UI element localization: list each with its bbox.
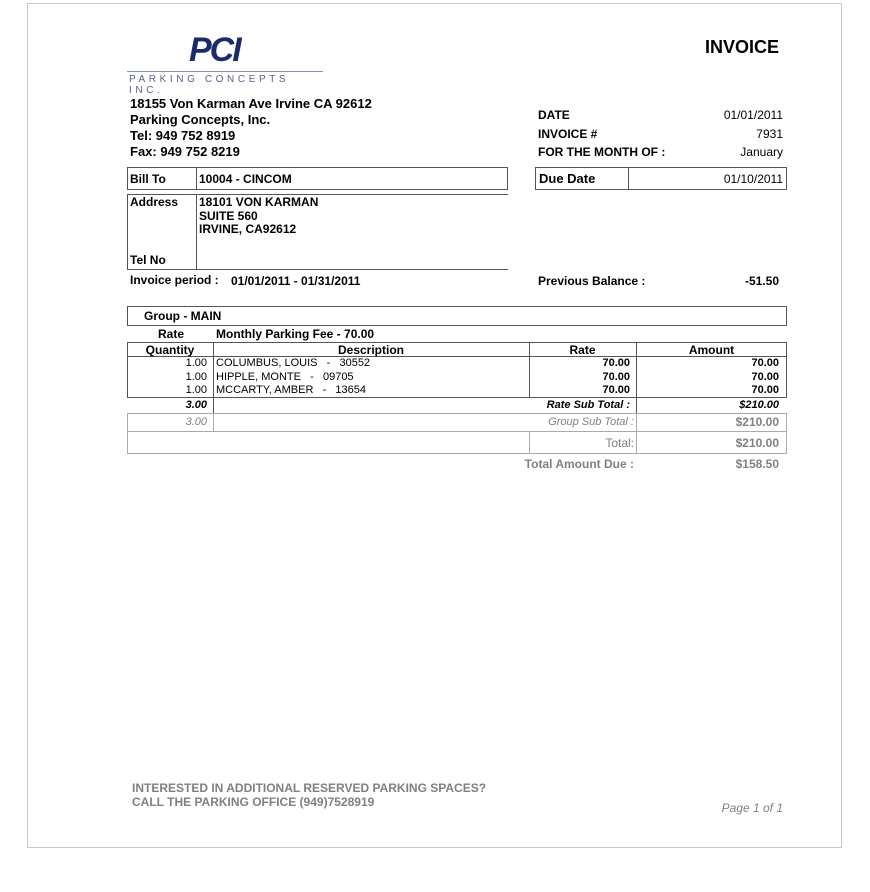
previous-balance-label: Previous Balance : — [538, 274, 646, 288]
footer-line-1: INTERESTED IN ADDITIONAL RESERVED PARKING SPACES? — [132, 781, 487, 795]
invoice-number-value: 7931 — [756, 127, 783, 141]
rate-subtotal-quantity: 3.00 — [185, 399, 207, 411]
company-logo — [127, 31, 323, 96]
group-subtotal-divider-1 — [213, 413, 214, 432]
company-tel: Tel: 949 752 8919 — [130, 128, 236, 143]
invoice-title: INVOICE — [705, 37, 780, 57]
bill-to-divider — [196, 167, 197, 190]
row-1-amount: 70.00 — [751, 357, 779, 369]
row-1-rate: 70.00 — [602, 357, 630, 369]
logo-mark: PCI — [189, 31, 240, 69]
previous-balance-value: -51.50 — [744, 274, 779, 288]
invoice-period-value: 01/01/2011 - 01/31/2011 — [231, 274, 361, 288]
company-fax: Fax: 949 752 8219 — [130, 144, 240, 159]
month-value: January — [740, 145, 783, 159]
tel-no-label: Tel No — [130, 253, 166, 267]
row-1-description: COLUMBUS, LOUIS - 30552 — [216, 357, 371, 369]
row-3-quantity: 1.00 — [185, 384, 207, 396]
bill-to-value: 10004 - CINCOM — [199, 172, 292, 186]
group-subtotal-value: $210.00 — [735, 415, 779, 429]
total-label: Total: — [605, 436, 634, 450]
group-subtotal-label: Group Sub Total : — [548, 416, 634, 428]
total-due-label: Total Amount Due : — [524, 457, 634, 471]
address-line-1: 18101 VON KARMAN — [199, 195, 319, 209]
address-bottom-line — [127, 269, 508, 270]
col-header-description: Description — [337, 343, 404, 357]
row-3-description: MCCARTY, AMBER - 13654 — [216, 384, 366, 396]
group-subtotal-quantity: 3.00 — [185, 416, 207, 428]
rate-subtotal-label: Rate Sub Total : — [546, 399, 630, 411]
total-due-value: $158.50 — [735, 457, 779, 471]
col-header-amount: Amount — [688, 343, 735, 357]
date-label: DATE — [538, 108, 570, 122]
date-value: 01/01/2011 — [723, 108, 783, 122]
bill-to-label: Bill To — [130, 172, 166, 186]
month-label: FOR THE MONTH OF : — [538, 145, 666, 159]
footer-line-2: CALL THE PARKING OFFICE (949)7528919 — [132, 795, 375, 809]
address-divider — [196, 194, 197, 270]
row-2-quantity: 1.00 — [185, 371, 207, 383]
logo-divider — [127, 71, 323, 72]
col-header-quantity: Quantity — [145, 343, 195, 357]
row-2-description: HIPPLE, MONTE - 09705 — [216, 371, 354, 383]
col-header-rate: Rate — [569, 343, 596, 357]
company-name: Parking Concepts, Inc. — [130, 112, 271, 127]
address-label: Address — [130, 195, 179, 209]
due-date-value: 01/10/2011 — [723, 172, 783, 186]
invoice-number-label: INVOICE # — [538, 127, 598, 141]
invoice-period-label: Invoice period : — [130, 273, 219, 287]
rate-label: Rate — [158, 327, 185, 341]
total-value: $210.00 — [735, 436, 779, 450]
due-date-divider — [628, 167, 629, 190]
bill-to-box — [127, 167, 508, 190]
group-box — [127, 306, 787, 326]
row-1-quantity: 1.00 — [185, 357, 207, 369]
row-3-rate: 70.00 — [602, 384, 630, 396]
row-2-rate: 70.00 — [602, 371, 630, 383]
company-address: 18155 Von Karman Ave Irvine CA 92612 — [130, 96, 372, 111]
row-3-amount: 70.00 — [751, 384, 779, 396]
logo-subtitle: PARKING CONCEPTS INC. — [129, 74, 290, 96]
page-number: Page 1 of 1 — [721, 801, 783, 815]
address-line-3: IRVINE, CA92612 — [199, 222, 297, 236]
due-date-label: Due Date — [539, 171, 596, 186]
rate-value: Monthly Parking Fee - 70.00 — [216, 327, 375, 341]
row-2-amount: 70.00 — [751, 371, 779, 383]
group-label: Group - MAIN — [144, 309, 222, 323]
address-left-line — [127, 194, 128, 270]
address-line-2: SUITE 560 — [199, 209, 258, 223]
rate-subtotal-value: $210.00 — [739, 399, 779, 411]
